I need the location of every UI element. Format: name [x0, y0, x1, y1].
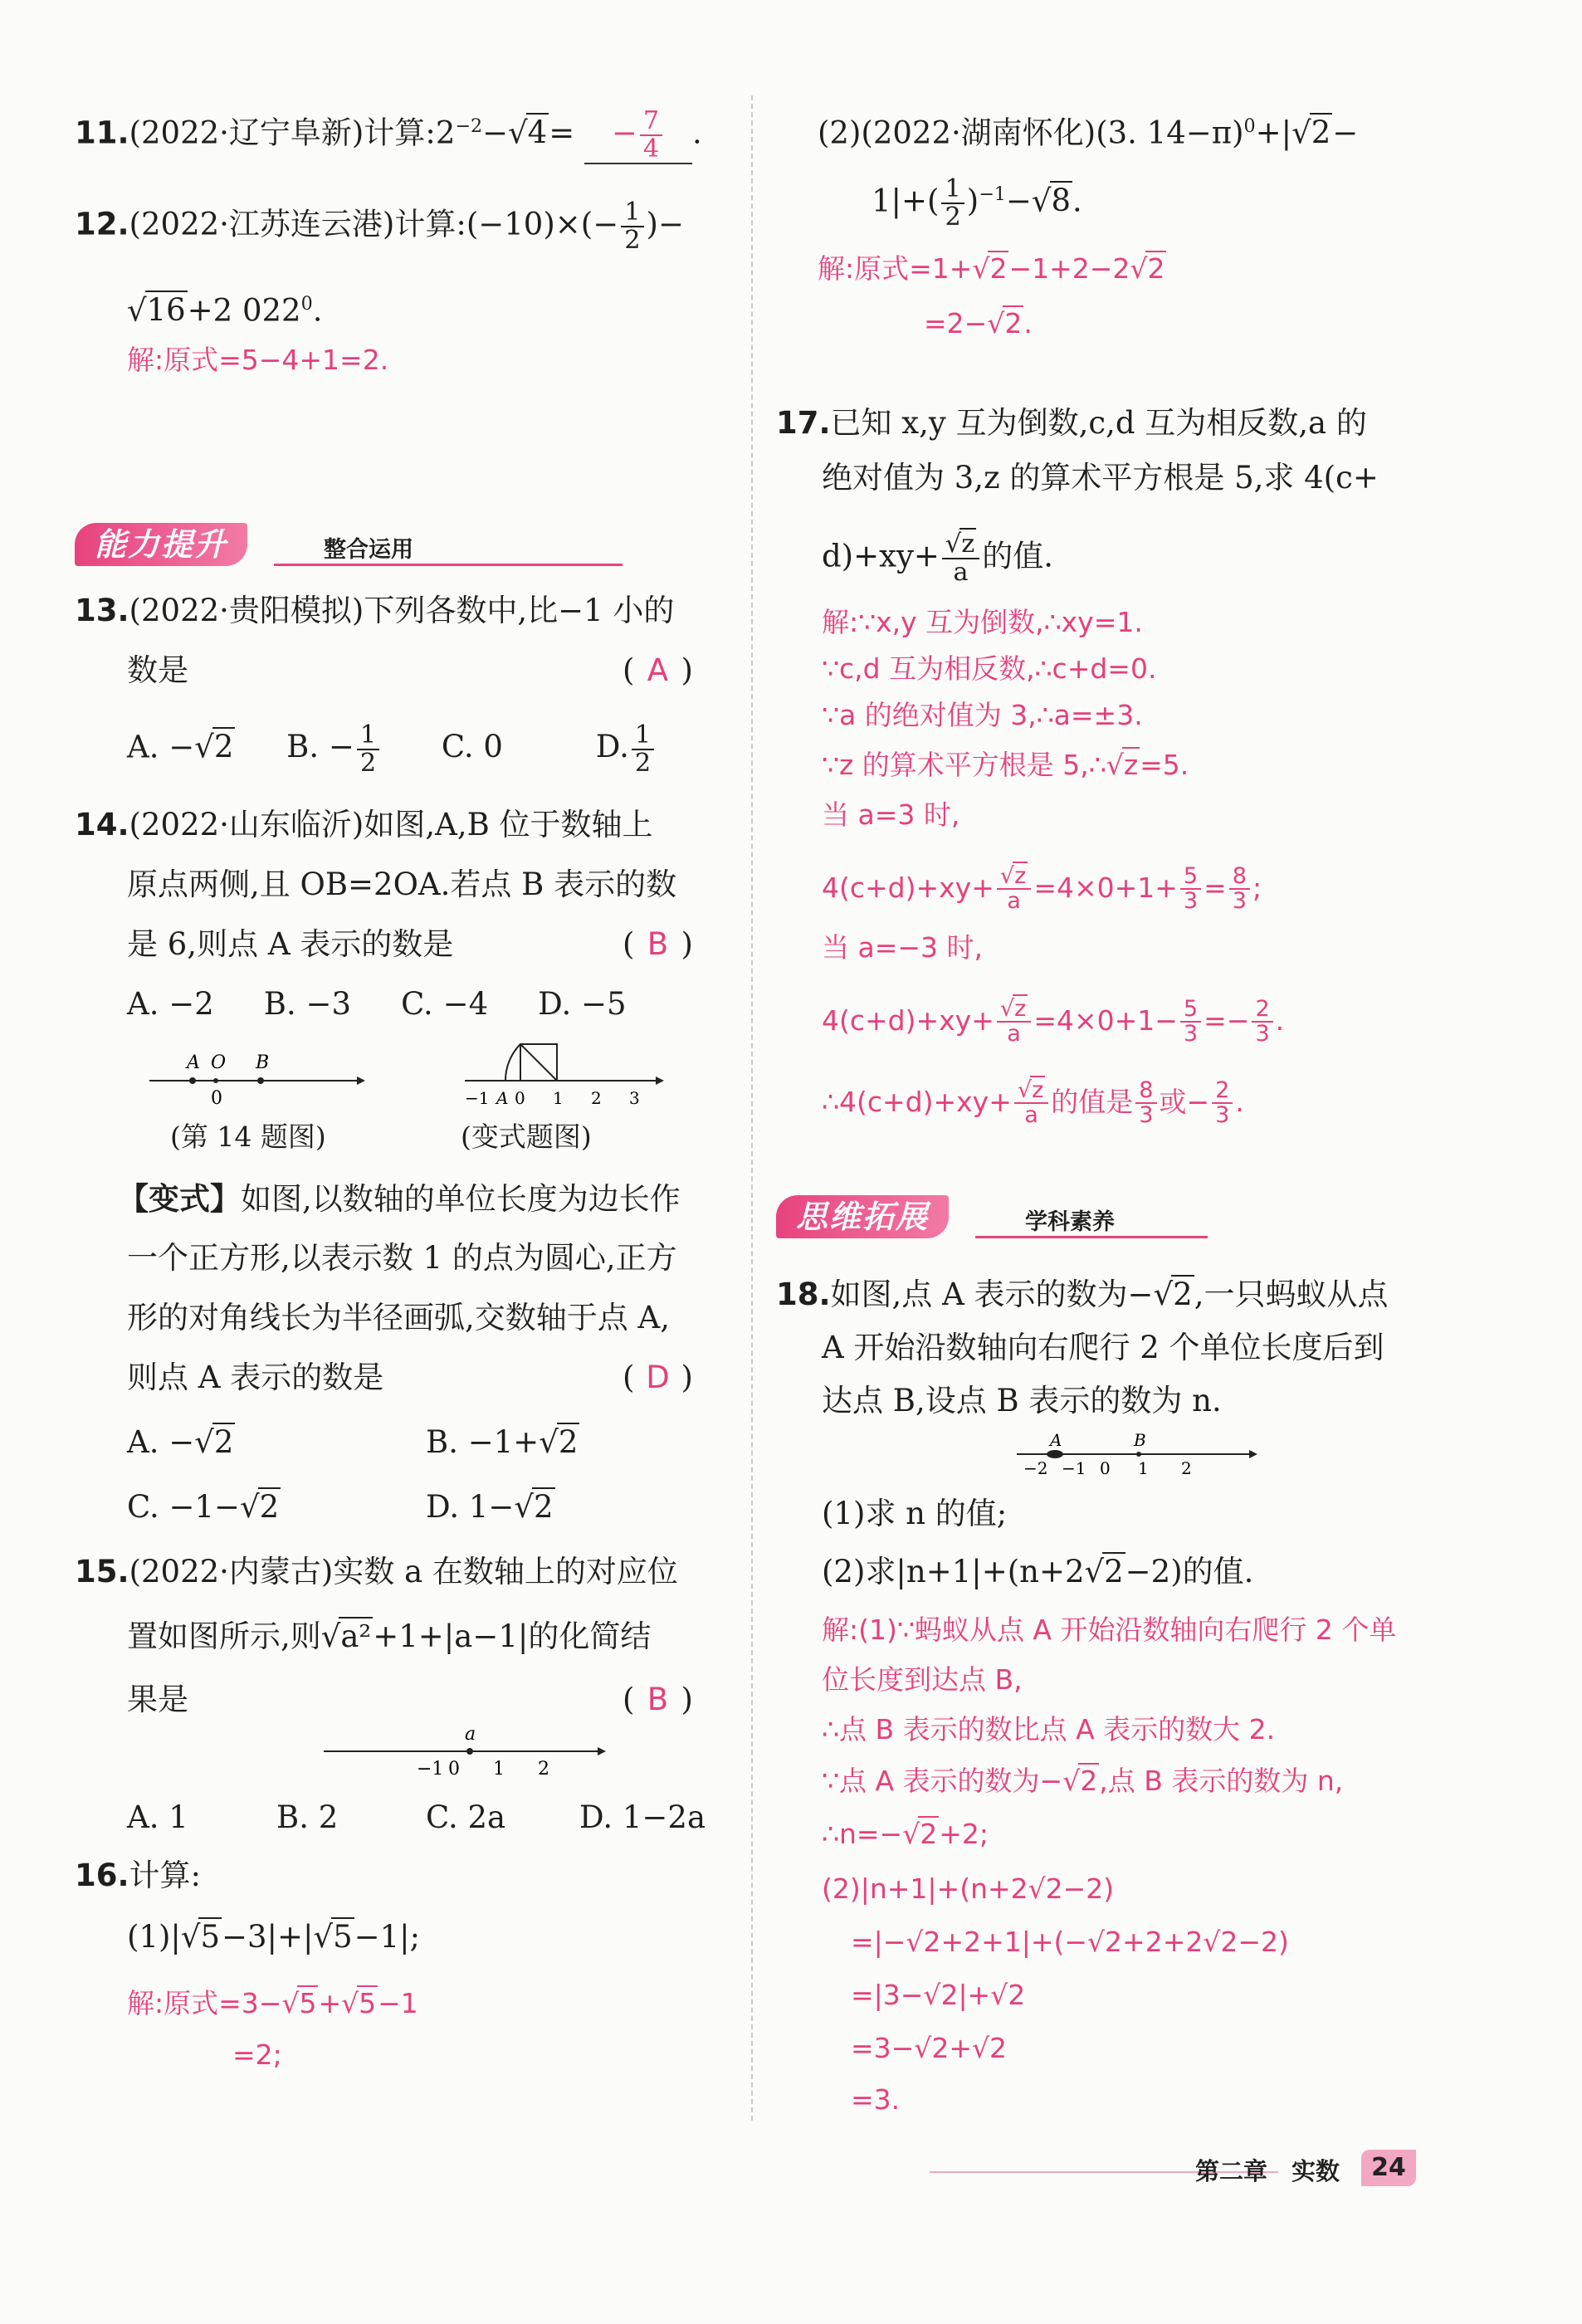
figure-14 — [149, 1052, 365, 1109]
svg-text:−1: −1 — [465, 1088, 490, 1108]
question-16-part1-solution: 解:原式=3−√5+√5−1 — [127, 1987, 418, 2019]
svg-text:0: 0 — [1100, 1458, 1111, 1478]
q17-solution-4: ∵z 的算术平方根是 5,∴√z=5. — [822, 749, 1189, 781]
question-16: 16.计算: — [75, 1858, 202, 1893]
question-16-part2: (2)(2022·湖南怀化)(3. 14−π)$^0$+|√2− — [818, 115, 1359, 151]
svg-text:a: a — [465, 1724, 476, 1745]
ant-icon — [1047, 1450, 1063, 1458]
q18-solution-9: =3−√2+√2 — [851, 2032, 1007, 2064]
question-14: 14.(2022·山东临沂)如图,A,B 位于数轴上 — [75, 807, 653, 842]
svg-text:0: 0 — [211, 1088, 222, 1109]
q17-solution-5: 当 a=3 时, — [822, 798, 960, 831]
figure-15 — [324, 1718, 606, 1784]
svg-text:0: 0 — [515, 1088, 525, 1108]
question-12-solution: 解:原式=5−4+1=2. — [127, 344, 389, 376]
svg-text:2: 2 — [591, 1088, 602, 1108]
svg-text:1: 1 — [493, 1759, 505, 1780]
q18-solution-7: =|−√2+2+1|+(−√2+2+2√2−2) — [851, 1926, 1289, 1958]
question-15: 15.(2022·内蒙古)实数 a 在数轴上的对应位 — [75, 1554, 678, 1589]
answer-paren: ( D ) — [623, 1360, 693, 1395]
svg-text:1: 1 — [553, 1088, 564, 1108]
q17-solution-7: 当 a=−3 时, — [822, 931, 983, 964]
svg-text:2: 2 — [1181, 1458, 1192, 1478]
section-title: 能力提升 — [75, 523, 247, 566]
question-15-options: A. 1 B. 2 C. 2a D. 1−2a — [127, 1799, 706, 1835]
answer-paren: ( A ) — [623, 652, 693, 688]
q18-solution-10: =3. — [851, 2083, 901, 2116]
question-17: 17.已知 x,y 互为倒数,c,d 互为相反数,a 的 — [776, 405, 1367, 441]
question-16-part1: (1)|√5−3|+|√5−1|; — [127, 1919, 421, 1955]
question-13-options: A. −√2 B. − $\frac{1}{2}$ C. 0 D. $\frac{1}{2}$ — [127, 722, 657, 777]
q17-solution-9: ∴4(c+d)+xy+ $\frac{√z}{a}$ 的值是 $\frac{8}{3}$ 或− $\frac{2}{3}$ . — [822, 1077, 1244, 1129]
question-13: 13.(2022·贵阳模拟)下列各数中,比−1 小的 — [75, 593, 675, 628]
svg-text:1: 1 — [1138, 1458, 1149, 1478]
q17-solution-1: 解:∵x,y 互为倒数,∴xy=1. — [822, 606, 1143, 638]
q18-solution-4: ∵点 A 表示的数为−√2,点 B 表示的数为 n, — [822, 1765, 1344, 1797]
svg-text:A: A — [187, 1052, 200, 1073]
figure-14-caption: (第 14 题图) — [170, 1120, 326, 1153]
question-18: 18.如图,点 A 表示的数为−√2,一只蚂蚁从点 — [776, 1277, 1389, 1312]
svg-text:−1: −1 — [417, 1759, 444, 1780]
svg-text:−1: −1 — [1062, 1458, 1086, 1478]
variant-question: 【变式】如图,以数轴的单位长度为边长作 — [118, 1180, 681, 1217]
question-12: 12.(2022·江苏连云港)计算:(−10)×(− $\frac{1}{2}$ )− — [75, 198, 684, 255]
q18-solution-6: (2)|n+1|+(n+2√2−2) — [822, 1872, 1115, 1905]
svg-text:3: 3 — [629, 1088, 640, 1108]
q17-solution-6: 4(c+d)+xy+ $\frac{√z}{a}$ =4×0+1+ $\frac{5}{3}$ = $\frac{8}{3}$ ; — [822, 863, 1262, 915]
svg-text:B: B — [256, 1052, 270, 1073]
answer-blank: − $\frac{7}{4}$ — [584, 108, 692, 164]
q17-solution-2: ∵c,d 互为相反数,∴c+d=0. — [822, 652, 1157, 685]
question-18-part1: (1)求 n 的值; — [822, 1496, 1008, 1531]
q17-solution-3: ∵a 的绝对值为 3,∴a=±3. — [822, 699, 1143, 731]
question-11: 11.(2022·辽宁阜新)计算$:2^{-2}-√4=$ − $\frac{7}{4}$ . — [75, 105, 702, 164]
section-banner-ability — [75, 523, 623, 566]
figure-18 — [1017, 1428, 1257, 1486]
svg-text:O: O — [211, 1052, 227, 1073]
q18-solution-5: ∴n=−√2+2; — [822, 1818, 989, 1850]
svg-text:A: A — [496, 1088, 509, 1108]
answer-paren: ( B ) — [623, 1682, 693, 1717]
svg-text:A: A — [1050, 1430, 1062, 1450]
question-12-line2: √16+2 $022^0$. — [127, 292, 323, 329]
svg-text:0: 0 — [448, 1759, 460, 1780]
question-14-options: A. −2 B. −3 C. −4 D. −5 — [127, 986, 627, 1022]
section-banner-thinking — [776, 1195, 1208, 1238]
answer-paren: ( B ) — [623, 926, 693, 962]
q17-solution-8: 4(c+d)+xy+ $\frac{√z}{a}$ =4×0+1− $\frac{5}{3}$ =− $\frac{2}{3}$ . — [822, 996, 1285, 1047]
svg-text:−2: −2 — [1023, 1458, 1048, 1478]
section-subtitle: 整合运用 — [324, 537, 413, 563]
variant-options-cd: C. −1−√2 D. 1−√2 — [127, 1489, 554, 1525]
figure-variant-caption: (变式题图) — [461, 1120, 592, 1153]
q18-solution-2: 位长度到达点 B, — [822, 1663, 1023, 1696]
variant-options-ab: A. −√2 B. −1+√2 — [127, 1424, 579, 1460]
chapter-title: 第二章 实数 — [1195, 2157, 1340, 2185]
q18-solution-1: 解:(1)∵蚂蚁从点 A 开始沿数轴向右爬行 2 个单 — [822, 1614, 1397, 1646]
page-number: 24 — [1361, 2150, 1416, 2186]
figure-variant — [465, 1044, 664, 1108]
column-divider — [751, 95, 753, 2121]
question-18-part2: (2)求|n+1|+(n+2√2−2)的值. — [822, 1554, 1254, 1589]
section-subtitle: 学科素养 — [1025, 1209, 1115, 1235]
question-16-part2-solution: 解:原式=1+√2−1+2−2√2 — [818, 252, 1165, 285]
svg-text:B: B — [1134, 1430, 1146, 1450]
q18-solution-3: ∴点 B 表示的数比点 A 表示的数大 2. — [822, 1713, 1276, 1745]
page-footer — [930, 2150, 1444, 2191]
q18-solution-8: =|3−√2|+√2 — [851, 1979, 1026, 2011]
svg-text:2: 2 — [538, 1759, 549, 1780]
section-title: 思维拓展 — [776, 1195, 949, 1238]
